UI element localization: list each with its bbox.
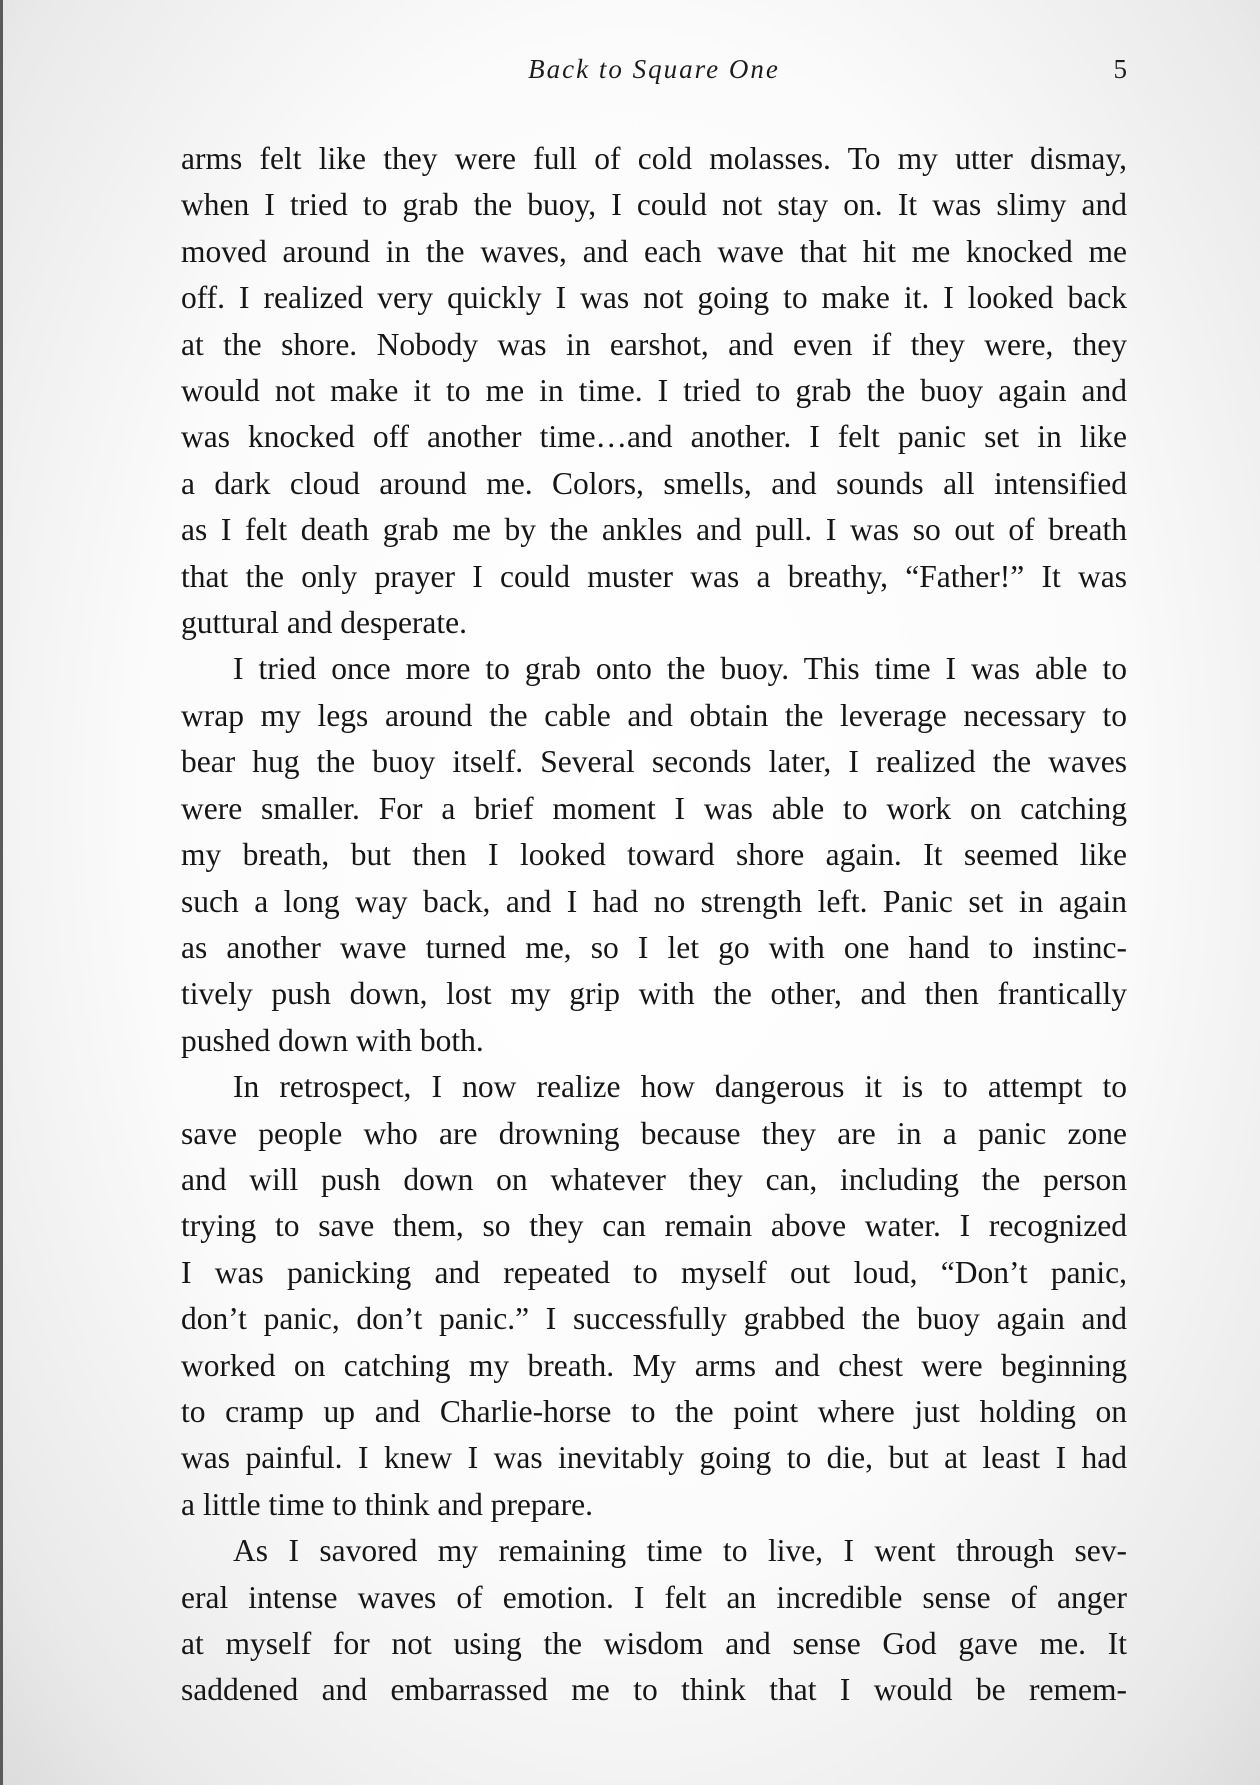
text-line: off. I realized very quickly I was not going to make it. I looked back <box>181 280 1127 316</box>
text-line: and will push down on whatever they can, including the person <box>181 1161 1127 1197</box>
running-title: Back to Square One <box>528 54 780 84</box>
text-line: worked on catching my breath. My arms and chest were beginning <box>181 1347 1127 1383</box>
text-line: my breath, but then I looked toward shore again. It seemed like <box>181 837 1127 873</box>
text-line: wrap my legs around the cable and obtain the leverage necessary to <box>181 697 1127 733</box>
text-line: tively push down, lost my grip with the other, and then frantically <box>181 976 1127 1012</box>
text-line: was painful. I knew I was inevitably going to die, but at least I had <box>181 1440 1127 1476</box>
text-line: to cramp up and Charlie-horse to the point where just holding on <box>181 1393 1127 1429</box>
text-line: would not make it to me in time. I tried to grab the buoy again and <box>181 373 1127 409</box>
text-line: such a long way back, and I had no strength left. Panic set in again <box>181 883 1127 919</box>
text-line: I tried once more to grab onto the buoy. This time I was able to <box>233 651 1127 687</box>
text-line: trying to save them, so they can remain above water. I recognized <box>181 1208 1127 1244</box>
text-line: bear hug the buoy itself. Several seconds later, I realized the waves <box>181 744 1127 780</box>
paragraph-1 <box>181 136 1127 646</box>
text-line: that the only prayer I could muster was a breathy, “Father!” It was <box>181 558 1127 594</box>
text-line: a dark cloud around me. Colors, smells, and sounds all intensified <box>181 465 1127 501</box>
text-line: was knocked off another time…and another. I felt panic set in like <box>181 419 1127 455</box>
body-text <box>181 136 1127 1714</box>
text-line: don’t panic, don’t panic.” I successfully grabbed the buoy again and <box>181 1301 1127 1337</box>
text-line: as I felt death grab me by the ankles and pull. I was so out of breath <box>181 512 1127 548</box>
text-line: save people who are drowning because they are in a panic zone <box>181 1115 1127 1151</box>
text-line: arms felt like they were full of cold molasses. To my utter dismay, <box>181 141 1127 176</box>
text-line: guttural and desperate. <box>181 605 468 641</box>
page-number: 5 <box>1113 54 1127 84</box>
text-line: when I tried to grab the buoy, I could not stay on. It was slimy and <box>181 187 1127 223</box>
text-line: I was panicking and repeated to myself out loud, “Don’t panic, <box>181 1254 1127 1290</box>
text-line: as another wave turned me, so I let go with one hand to instinc- <box>181 929 1127 965</box>
text-line: eral intense waves of emotion. I felt an incredible sense of anger <box>181 1579 1127 1615</box>
text-line: As I savored my remaining time to live, I went through sev- <box>233 1533 1127 1569</box>
text-line: moved around in the waves, and each wave that hit me knocked me <box>181 233 1127 269</box>
text-line: pushed down with both. <box>181 1022 484 1058</box>
text-line: at the shore. Nobody was in earshot, and even if they were, they <box>181 326 1127 362</box>
paragraph-2 <box>181 646 1127 1064</box>
running-head <box>181 54 1127 94</box>
paragraph-4 <box>181 1528 1127 1714</box>
text-line: saddened and embarrassed me to think that I would be remem- <box>181 1672 1127 1708</box>
text-line: In retrospect, I now realize how dangerous it is to attempt to <box>233 1069 1127 1105</box>
text-line: at myself for not using the wisdom and sense God gave me. It <box>181 1626 1127 1661</box>
paragraph-3 <box>181 1064 1127 1528</box>
text-line: were smaller. For a brief moment I was able to work on catching <box>181 790 1127 826</box>
text-line: a little time to think and prepare. <box>181 1486 593 1522</box>
